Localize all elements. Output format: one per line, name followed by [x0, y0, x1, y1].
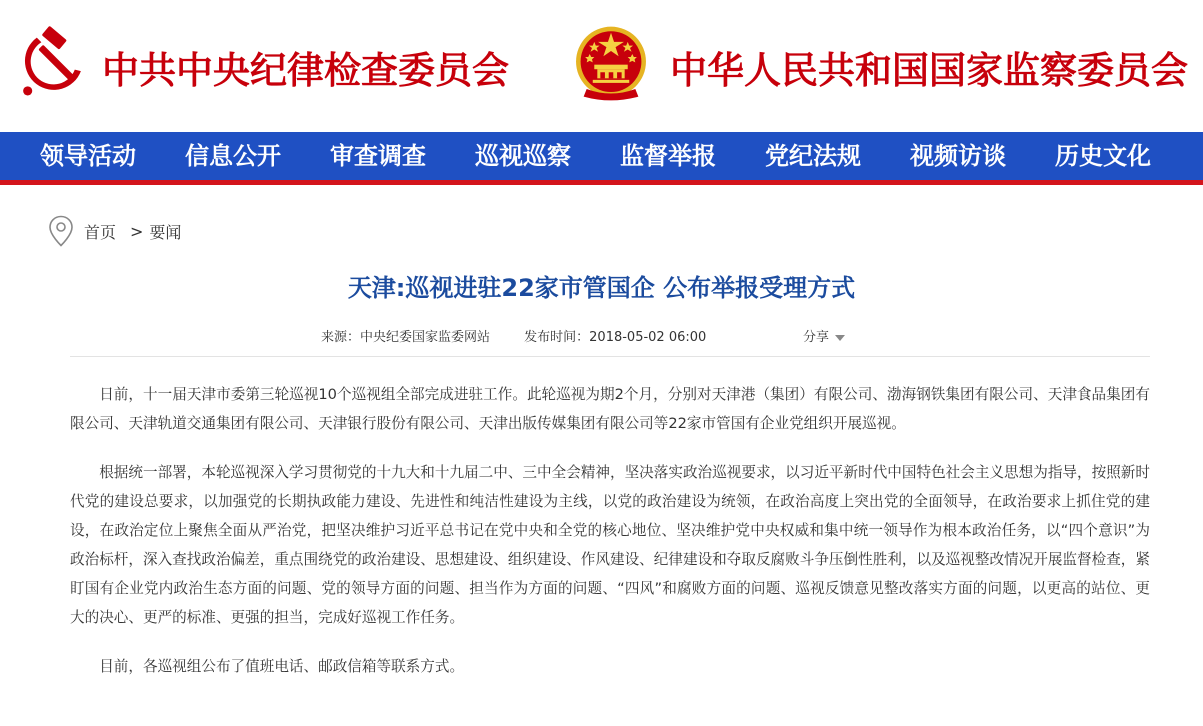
nav-underline — [0, 180, 1203, 185]
nav-item-inspection[interactable]: 巡视巡察 — [475, 141, 571, 170]
breadcrumb — [48, 214, 181, 248]
nav-item-disclosure[interactable]: 信息公开 — [185, 141, 281, 170]
location-pin-icon — [48, 215, 74, 247]
nav-item-regulations[interactable]: 党纪法规 — [765, 141, 861, 170]
share-label: 分享 — [803, 330, 830, 345]
article-paragraph: 日前，十一届天津市委第三轮巡视10个巡视组全部完成进驻工作。此轮巡视为期2个月，分别对天津港（集团）有限公司、渤海钢铁集团有限公司、天津食品集团有限公司、天津轨道交通集团有限公司、天津银行股份有限公司、天津出版传媒集团有限公司等22家市管国有企业党组织开展巡视。 — [70, 386, 1150, 432]
nav-item-video[interactable]: 视频访谈 — [910, 141, 1006, 170]
article-paragraph: 根据统一部署，本轮巡视深入学习贯彻党的十九大和十九届二中、三中全会精神，坚决落实政治巡视要求，以习近平新时代中国特色社会主义思想为指导，按照新时代党的建设总要求，以加强党的长期执政能力建设、先进性和纯洁性建设为主线，以党的政治建设为统领，在政治高度上突出党的全面领导，在政治要求上抓住党的建设，在政治定位上聚焦全面从严治党，把坚决维护习近平总书记在党中央和全党的核心地位、坚决维护党中央权威和集中统一领导作为根本政治任务，以“四个意识”为政治标杆，深入查找政治偏差，重点围绕党的政治建设、思想建设、组织建设、作风建设、纪律建设和夺取反腐败斗争压倒性胜利，以及巡视整改情况开展监督检查，紧盯国有企业党内政治生态方面的问题、党的领导方面的问题、担当作为方面的问题、“四风”和腐败方面的问题、巡视反馈意见整改落实方面的问题，以更高的站位、更大的决心、更严的标准、更强的担当，完成好巡视工作任务。 — [70, 464, 1150, 626]
caret-down-icon — [835, 335, 845, 341]
meta-divider — [70, 356, 1150, 357]
breadcrumb-home-link[interactable]: 首页 — [84, 222, 117, 242]
article-meta — [321, 328, 736, 348]
main-nav — [0, 132, 1203, 180]
national-commission-name[interactable]: 中华人民共和国国家监察委员会 — [670, 48, 1188, 92]
nav-list — [0, 132, 1203, 180]
nav-item-leadership[interactable]: 领导活动 — [40, 141, 136, 170]
site-header — [0, 0, 1203, 132]
nav-item-reporting[interactable]: 监督举报 — [620, 141, 716, 170]
party-commission-name[interactable]: 中共中央纪律检查委员会 — [102, 48, 509, 92]
article-body — [70, 380, 1150, 701]
nav-item-history[interactable]: 历史文化 — [1055, 141, 1151, 170]
hammer-sickle-icon — [14, 24, 90, 100]
share-button[interactable] — [803, 328, 845, 348]
article-publish-time: 发布时间：2018-05-02 06:00 — [524, 330, 707, 345]
article-title: 天津:巡视进驻22家市管国企 公布举报受理方式 — [347, 274, 856, 302]
national-emblem-icon — [573, 22, 649, 102]
article-source: 来源：中央纪委国家监委网站 — [321, 330, 491, 345]
nav-item-investigation[interactable]: 审查调查 — [330, 141, 426, 170]
article-paragraph: 目前，各巡视组公布了值班电话、邮政信箱等联系方式。 — [99, 658, 465, 675]
breadcrumb-separator: > — [130, 221, 144, 241]
breadcrumb-current-link[interactable]: 要闻 — [149, 222, 182, 242]
